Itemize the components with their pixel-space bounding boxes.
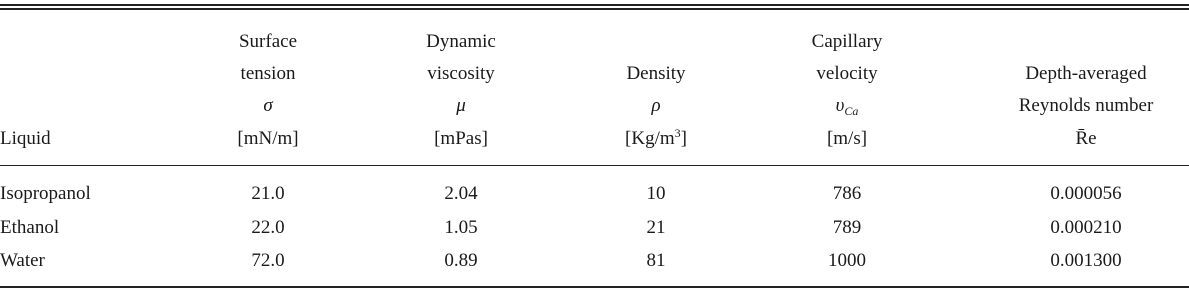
row-2-capillary-velocity: 789 — [832, 217, 862, 238]
header-density-symbol: ρ — [651, 95, 661, 116]
row-3-surface-tension: 72.0 — [251, 250, 285, 271]
header-surface-tension-line1: Surface — [238, 31, 298, 52]
header-reynolds-symbol: R̄e — [1075, 128, 1097, 149]
header-density-unit — [625, 128, 687, 150]
header-dynamic-viscosity-line2: viscosity — [427, 63, 495, 84]
row-1-surface-tension: 21.0 — [251, 183, 285, 204]
top-rule-outer — [0, 4, 1189, 6]
density-unit-base: [Kg/m — [625, 128, 675, 149]
capillary-velocity-symbol-base: υ — [835, 95, 845, 116]
row-3-dynamic-viscosity: 0.89 — [444, 250, 478, 271]
row-1-capillary-velocity: 786 — [832, 183, 862, 204]
density-unit-exponent: 3 — [674, 126, 681, 140]
bottom-rule — [0, 286, 1189, 288]
header-surface-tension-line2: tension — [240, 63, 296, 84]
header-capillary-velocity-line1: Capillary — [811, 31, 883, 52]
row-3-capillary-velocity: 1000 — [828, 250, 866, 271]
capillary-velocity-symbol-subscript: Ca — [844, 104, 859, 118]
header-dynamic-viscosity-unit: [mPas] — [434, 128, 488, 149]
row-1-density: 10 — [646, 183, 666, 204]
row-2-liquid: Ethanol — [0, 217, 60, 238]
header-surface-tension-unit: [mN/m] — [237, 128, 299, 149]
header-capillary-velocity-unit: [m/s] — [826, 128, 868, 149]
header-reynolds-line2: Reynolds number — [1018, 95, 1154, 116]
row-1-reynolds: 0.000056 — [1050, 183, 1122, 204]
header-surface-tension-symbol: σ — [263, 95, 273, 116]
header-capillary-velocity-line2: velocity — [816, 63, 878, 84]
header-liquid: Liquid — [0, 128, 51, 149]
header-dynamic-viscosity-line1: Dynamic — [426, 31, 496, 52]
row-3-liquid: Water — [0, 250, 45, 271]
header-capillary-velocity-symbol — [836, 95, 859, 117]
header-rule — [0, 165, 1189, 166]
header-dynamic-viscosity-symbol: μ — [456, 95, 466, 116]
row-1-liquid: Isopropanol — [0, 183, 91, 204]
top-rule-inner — [0, 8, 1189, 10]
row-2-density: 21 — [646, 217, 666, 238]
row-2-surface-tension: 22.0 — [251, 217, 285, 238]
header-density-label: Density — [626, 63, 686, 84]
row-3-density: 81 — [646, 250, 666, 271]
density-unit-close: ] — [680, 128, 687, 149]
row-2-reynolds: 0.000210 — [1050, 217, 1122, 238]
header-reynolds-line1: Depth-averaged — [1025, 63, 1147, 84]
row-3-reynolds: 0.001300 — [1050, 250, 1122, 271]
row-2-dynamic-viscosity: 1.05 — [444, 217, 478, 238]
row-1-dynamic-viscosity: 2.04 — [444, 183, 478, 204]
